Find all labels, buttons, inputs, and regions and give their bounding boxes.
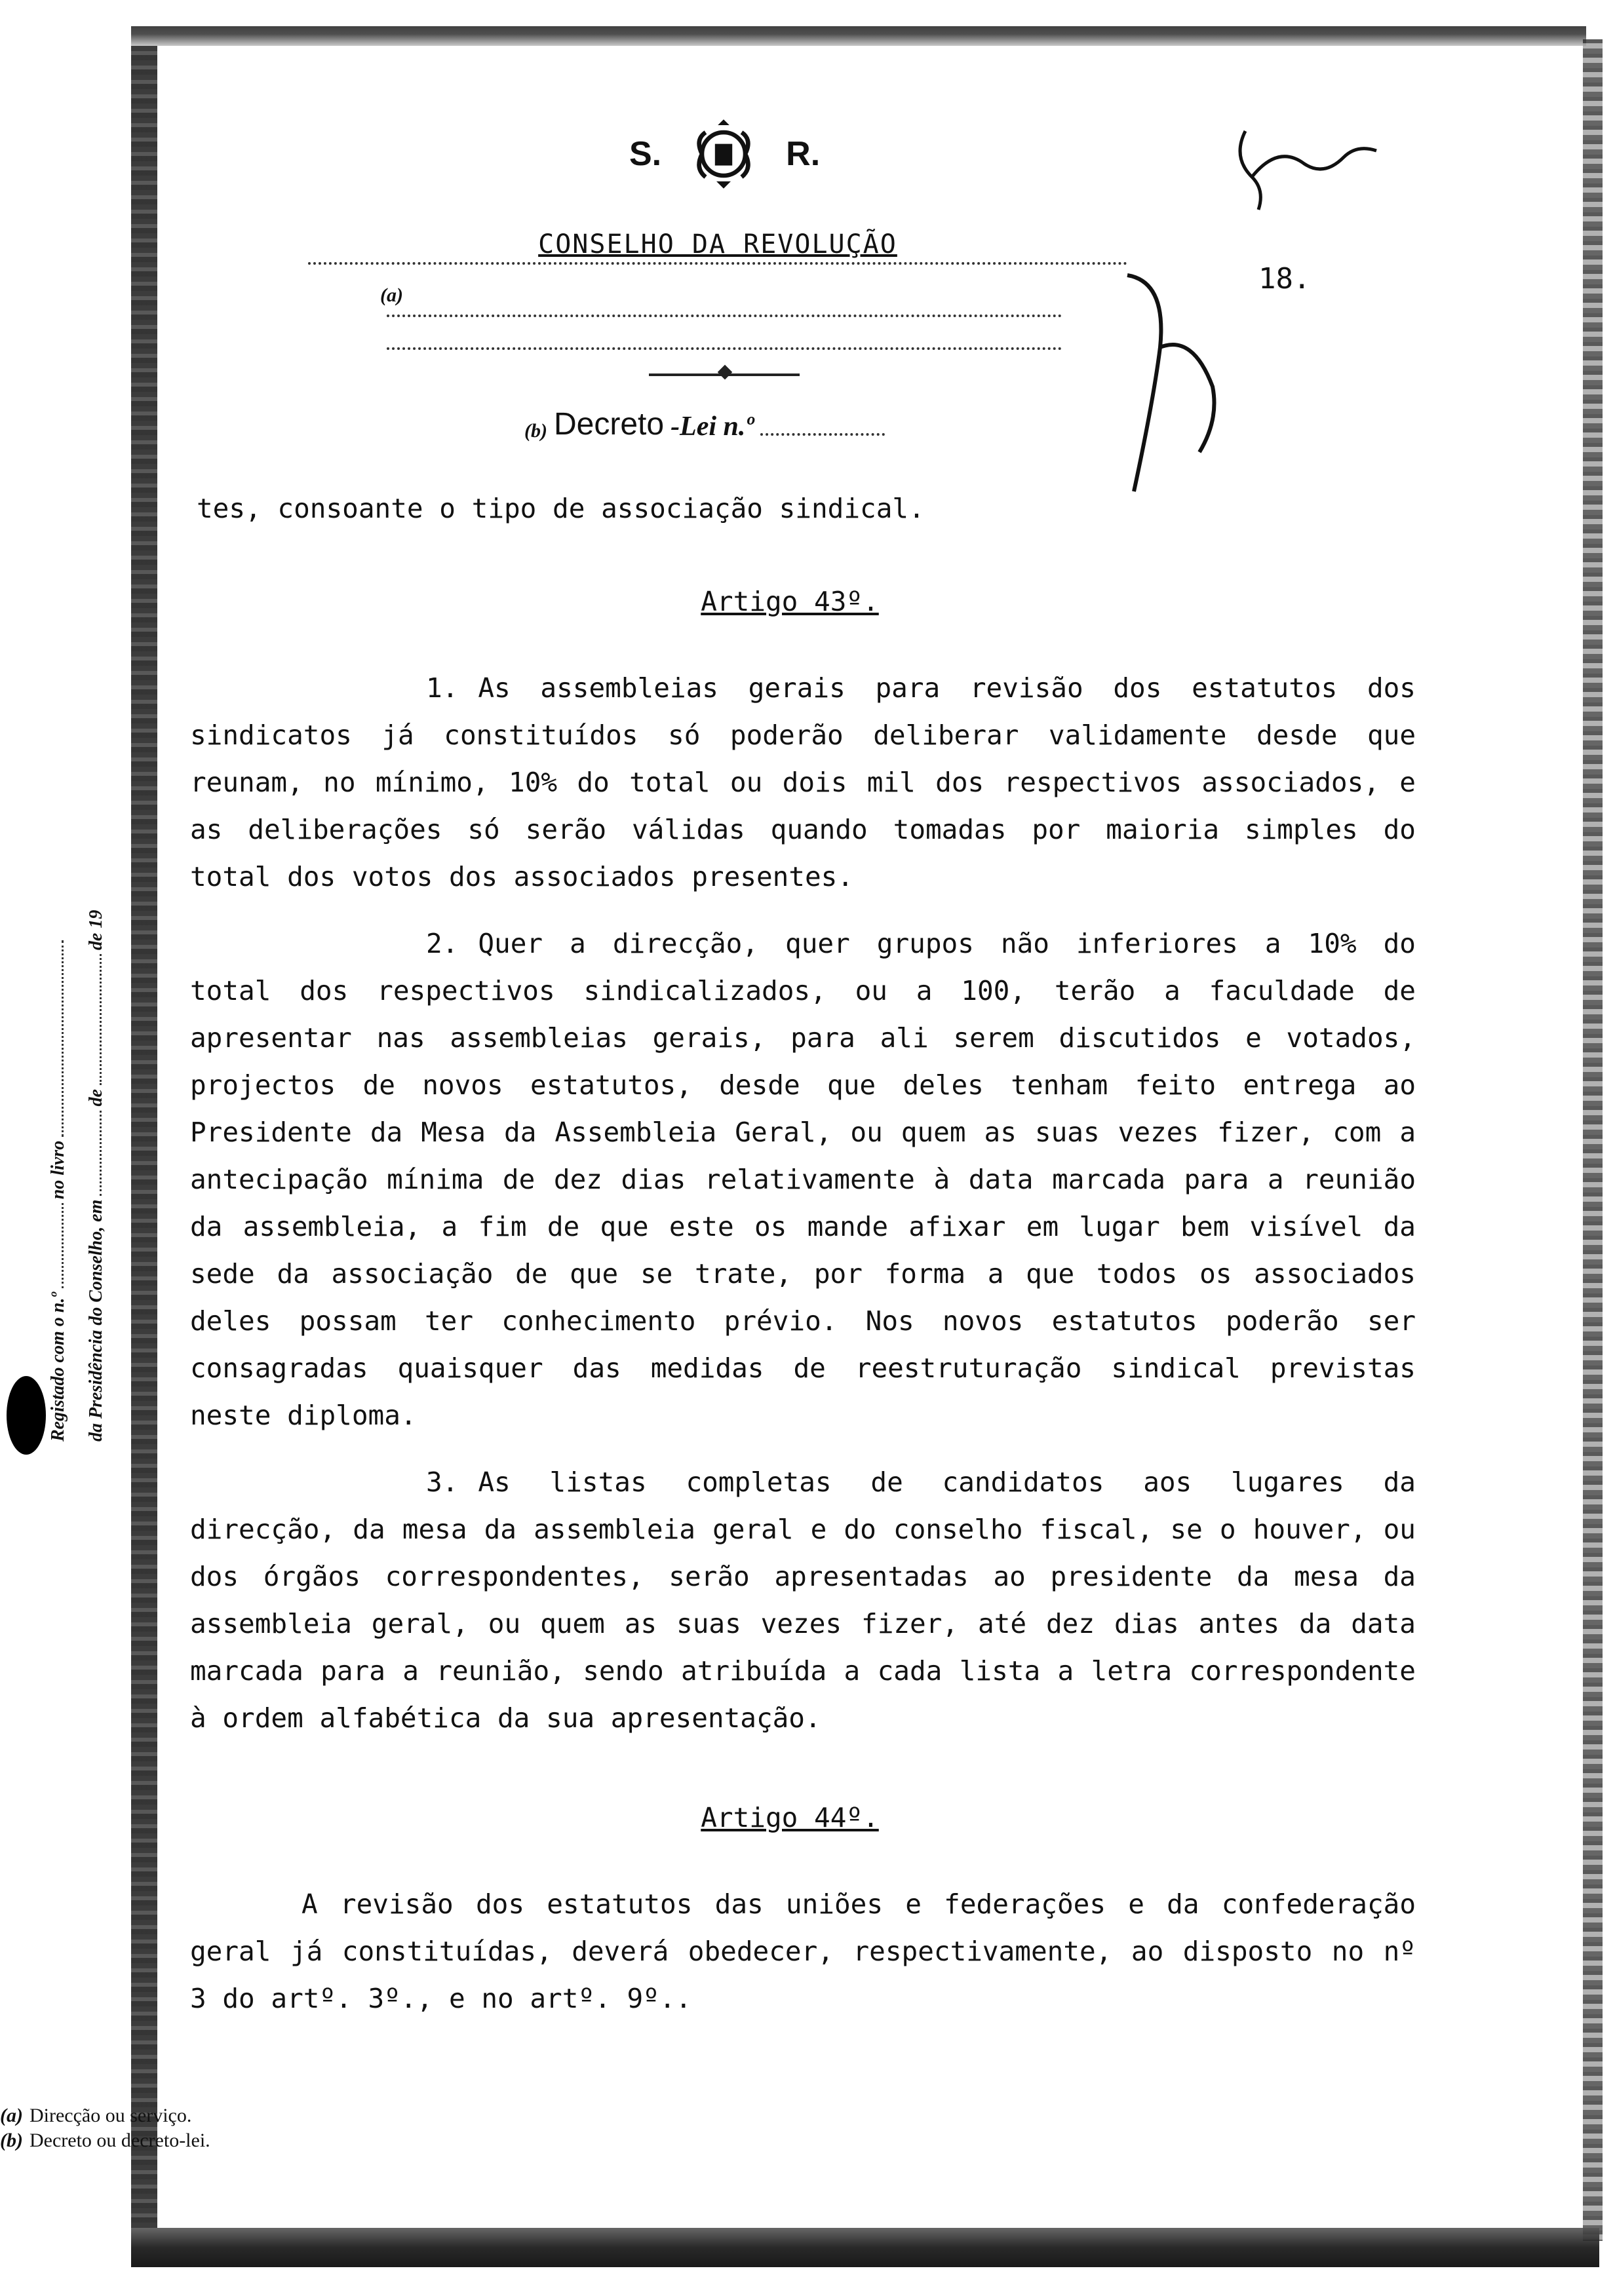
letterhead-s: S. — [629, 135, 662, 173]
registration-margin-note — [39, 655, 115, 1442]
handwritten-signature — [1226, 118, 1383, 223]
field-a-line-2 — [387, 347, 1062, 350]
page-number: 18. — [1258, 262, 1311, 296]
field-a-line — [380, 284, 1062, 317]
registration-line-2: da Presidência do Conselho, emdede 19 — [86, 909, 106, 1442]
council-name: CONSELHO DA REVOLUÇÃO — [538, 229, 897, 259]
decree-number-field — [760, 433, 885, 436]
council-line — [308, 216, 1127, 265]
footnote-b: (b) Decreto ou decreto-lei. — [0, 2130, 210, 2151]
handwritten-bracket-mark — [1114, 269, 1232, 505]
document-body — [190, 485, 1416, 2049]
article-43-paragraph-3: 3. As listas completas de candidatos aos lugares da direcção, da mesa da assembleia geral e do conselho fiscal, se o houver, ou dos órgãos correspondentes, serão apresentadas ao presidente da mesa da assembleia geral, ou quem as suas vezes fizer, até dez dias antes da data marcada para a reunião, sendo atribuída a cada lista a letra correspondente à ordem alfabética da sua apresentação. — [190, 1466, 1416, 1734]
document-header — [0, 0, 1615, 472]
article-44-paragraph: A revisão dos estatutos das uniões e federações e da confederação geral já constituídas, deverá obedecer, respectivamente, ao disposto no nº 3 do artº. 3º., e no artº. 9º.. — [190, 1888, 1416, 2014]
footnotes — [0, 2103, 210, 2153]
article-43-paragraph-1: 1. As assembleias gerais para revisão dos estatutos dos sindicatos já constituídos só poderão deliberar validamente desde que reunam, no mínimo, 10% do total ou dois mil dos respectivos associados, e as deliberações só serão válidas quando tomadas por maioria simples do total dos votos dos associados presentes. — [190, 672, 1416, 892]
scan-border-bottom — [131, 2228, 1599, 2267]
continuation-text: tes, consoante o tipo de associação sindical. — [197, 493, 925, 524]
decree-line — [524, 406, 885, 442]
footnote-a: (a) Direcção ou serviço. — [0, 2105, 192, 2126]
letterhead — [629, 118, 820, 190]
field-a-marker: (a) — [380, 284, 403, 306]
registration-line-1: Registado com o n.ºno livro — [39, 655, 77, 1442]
article-43-paragraph-2: 2. Quer a direcção, quer grupos não inferiores a 10% do total dos respectivos sindicalizados, ou a 100, terão a faculdade de apresentar nas assembleias gerais, para ali serem discutidos e votados, projectos de novos estatutos, desde que deles tenham feito entrega ao Presidente da Mesa da Assembleia Geral, ou quem as suas vezes fizer, com a antecipação mínima de dez dias relativamente à data marcada para a reunião da assembleia, a fim de que este os mande afixar em lugar bem visível da sede da associação de que se trate, por forma a que todos os associados deles possam ter conhecimento prévio. Nos novos estatutos poderão ser consagradas quaisquer das medidas de reestruturação sindical previstas neste diploma. — [190, 928, 1416, 1431]
letterhead-r: R. — [786, 135, 821, 173]
decree-suffix: -Lei n.º — [671, 411, 754, 442]
article-44-heading: Artigo 44º. — [701, 1802, 879, 1833]
field-b-marker: (b) — [524, 420, 547, 442]
header-divider-ornament — [718, 365, 733, 380]
decree-label: Decreto — [553, 407, 665, 442]
article-43-heading: Artigo 43º. — [701, 586, 879, 617]
coat-of-arms-icon — [688, 118, 760, 190]
